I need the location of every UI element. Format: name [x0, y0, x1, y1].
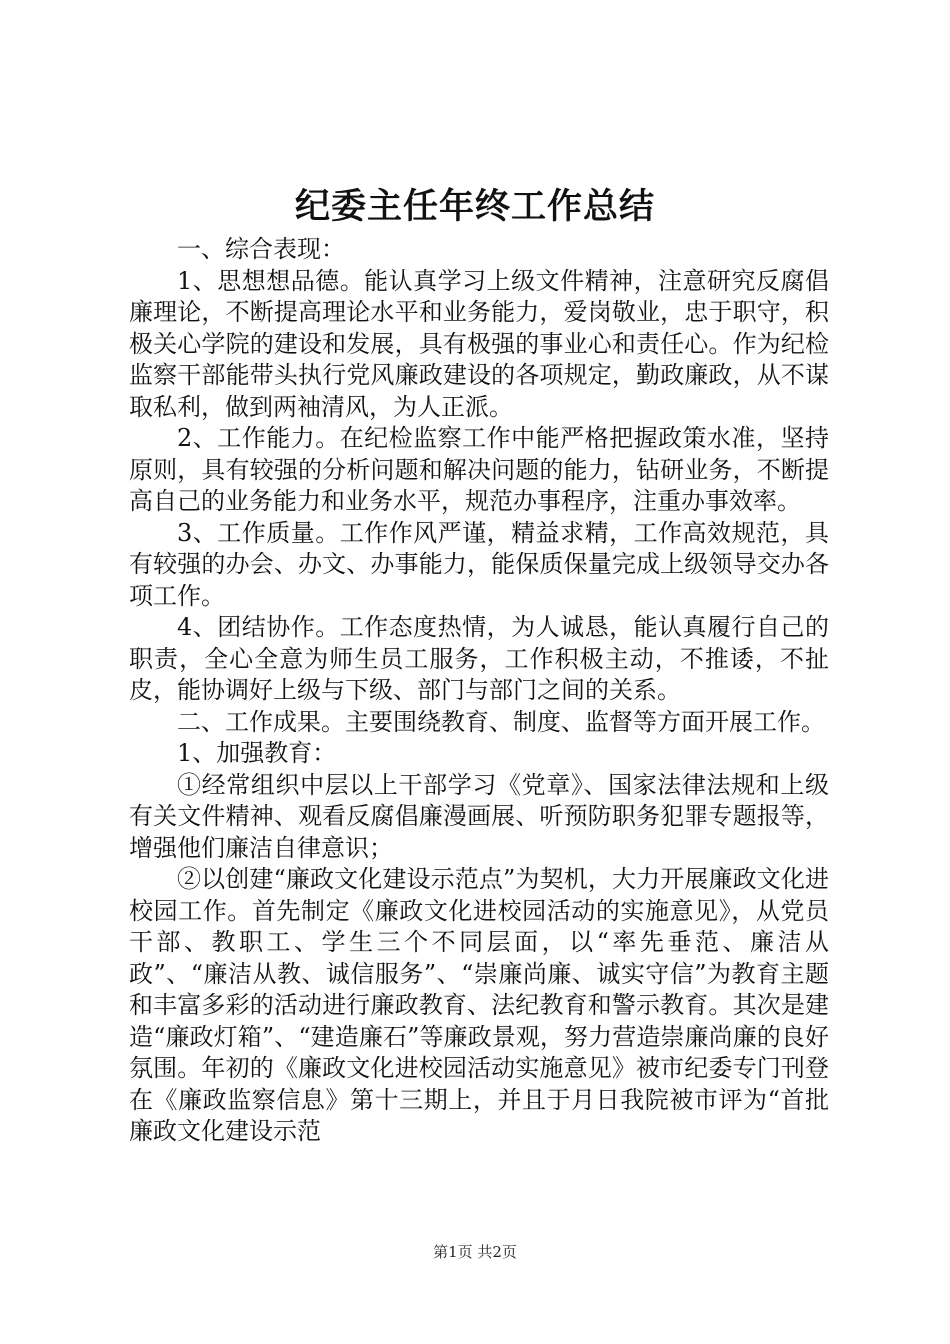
- document-title: 纪委主任年终工作总结: [294, 187, 655, 227]
- page-number-footer: 第1页 共2页: [433, 1243, 517, 1261]
- document-body: [129, 234, 829, 1148]
- paragraph: 一、综合表现：: [177, 235, 345, 263]
- paragraph: ①经常组织中层以上干部学习《党章》、国家法律法规和上级有关文件精神、观看反腐倡廉漫画展、听预防职务犯罪专题报等，增强他们廉洁自律意识；: [129, 770, 829, 862]
- paragraph: 3、工作质量。工作作风严谨，精益求精，工作高效规范，具有较强的办会、办文、办事能力，能保质保量完成上级领导交办各项工作。: [129, 518, 829, 610]
- paragraph: 4、团结协作。工作态度热情，为人诚恳，能认真履行自己的职责，全心全意为师生员工服务，工作积极主动，不推诿，不扯皮，能协调好上级与下级、部门与部门之间的关系。: [129, 613, 829, 704]
- paragraph: 二、工作成果。主要围绕教育、制度、监督等方面开展工作。: [177, 707, 825, 736]
- paragraph: 2、工作能力。在纪检监察工作中能严格把握政策水准，坚持原则，具有较强的分析问题和解决问题的能力，钻研业务，不断提高自己的业务能力和业务水平，规范办事程序，注重办事效率。: [129, 424, 829, 515]
- paragraph: 1、思想想品德。能认真学习上级文件精神，注意研究反腐倡廉理论，不断提高理论水平和业务能力，爱岗敬业，忠于职守，积极关心学院的建设和发展，具有极强的事业心和责任心。作为纪检监察干部能带头执行党风廉政建设的各项规定，勤政廉政，从不谋取私利，做到两袖清风，为人正派。: [129, 266, 829, 421]
- paragraph: ②以创建“廉政文化建设示范点”为契机，大力开展廉政文化进校园工作。首先制定《廉政文化进校园活动的实施意见》，从党员干部、教职工、学生三个不同层面，以“率先垂范、廉洁从政”、“廉洁从教、诚信服务”、“崇廉尚廉、诚实守信”为教育主题和丰富多彩的活动进行廉政教育、法纪教育和警示教育。其次是建造“廉政灯箱”、“建造廉石”等廉政景观，努力营造崇廉尚廉的良好氛围。年初的《廉政文化进校园活动实施意见》被市纪委专门刊登在《廉政监察信息》第十三期上，并且于月日我院被市评为“首批廉政文化建设示范: [129, 865, 829, 1145]
- paragraph: 1、加强教育：: [177, 739, 337, 767]
